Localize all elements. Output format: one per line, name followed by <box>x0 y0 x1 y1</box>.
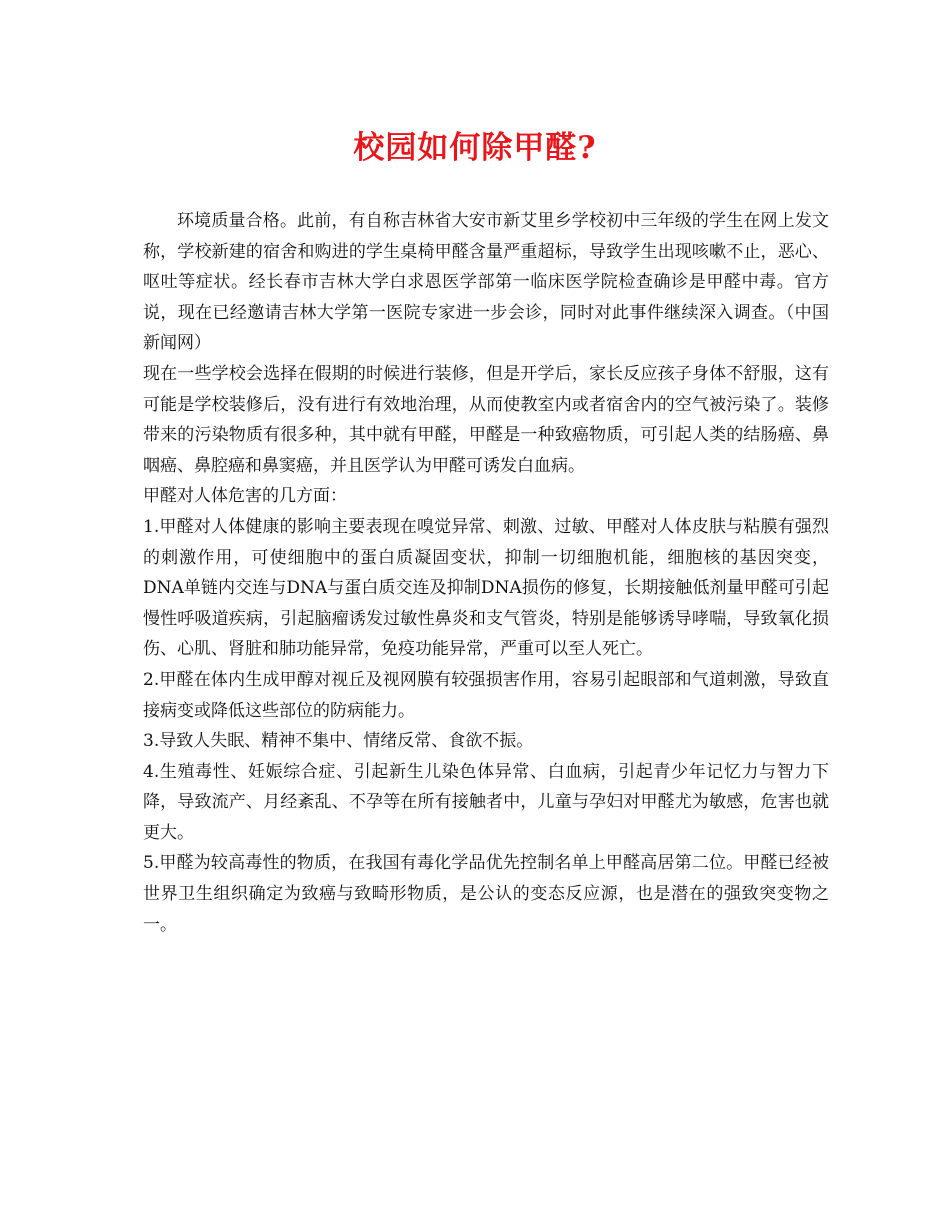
paragraph-harm-2: 2.甲醛在体内生成甲醇对视丘及视网膜有较强损害作用，容易引起眼部和气道刺激，导致直接病变或降低这些部位的防病能力。 <box>143 669 829 721</box>
paragraph-harm-5: 5.甲醛为较高毒性的物质，在我国有毒化学品优先控制名单上甲醛高居第二位。甲醛已经被世界卫生组织确定为致癌与致畸形物质，是公认的变态反应源，也是潜在的强致突变物之一。 <box>143 853 829 935</box>
document-body <box>143 206 829 940</box>
paragraph-harm-3: 3.导致人失眠、精神不集中、情绪反常、食欲不振。 <box>143 731 534 752</box>
document-title: 校园如何除甲醛? <box>353 130 597 166</box>
paragraph-harm-heading: 甲醛对人体危害的几方面： <box>143 486 347 507</box>
paragraph-intro: 环境质量合格。此前，有自称吉林省大安市新艾里乡学校初中三年级的学生在网上发文称，学校新建的宿舍和购进的学生桌椅甲醛含量严重超标，导致学生出现咳嗽不止，恶心、呕吐等症状。经长春市吉林大学白求恩医学部第一临床医学院检查确诊是甲醛中毒。官方说，现在已经邀请吉林大学第一医院专家进一步会诊，同时对此事件继续深入调查。（中国新闻网） <box>143 211 829 354</box>
paragraph-renovation: 现在一些学校会选择在假期的时候进行装修，但是开学后，家长反应孩子身体不舒服，这有可能是学校装修后，没有进行有效地治理，从而使教室内或者宿舍内的空气被污染了。装修带来的污染物质有很多种，其中就有甲醛，甲醛是一种致癌物质，可引起人类的结肠癌、鼻咽癌、鼻腔癌和鼻窦癌，并且医学认为甲醛可诱发白血病。 <box>143 363 829 476</box>
paragraph-harm-4: 4.生殖毒性、妊娠综合症、引起新生儿染色体异常、白血病，引起青少年记忆力与智力下降，导致流产、月经紊乱、不孕等在所有接触者中，儿童与孕妇对甲醛尤为敏感，危害也就更大。 <box>143 761 829 843</box>
paragraph-harm-1: 1.甲醛对人体健康的影响主要表现在嗅觉异常、刺激、过敏、甲醛对人体皮肤与粘膜有强烈的刺激作用，可使细胞中的蛋白质凝固变状，抑制一切细胞机能，细胞核的基因突变，DNA单链内交连与DNA与蛋白质交连及抑制DNA损伤的修复，长期接触低剂量甲醛可引起慢性呼吸道疾病，引起脑瘤诱发过敏性鼻炎和支气管炎，特别是能够诱导哮喘，导致氧化损伤、心肌、肾脏和肺功能异常，免疫功能异常，严重可以至人死亡。 <box>143 516 829 660</box>
